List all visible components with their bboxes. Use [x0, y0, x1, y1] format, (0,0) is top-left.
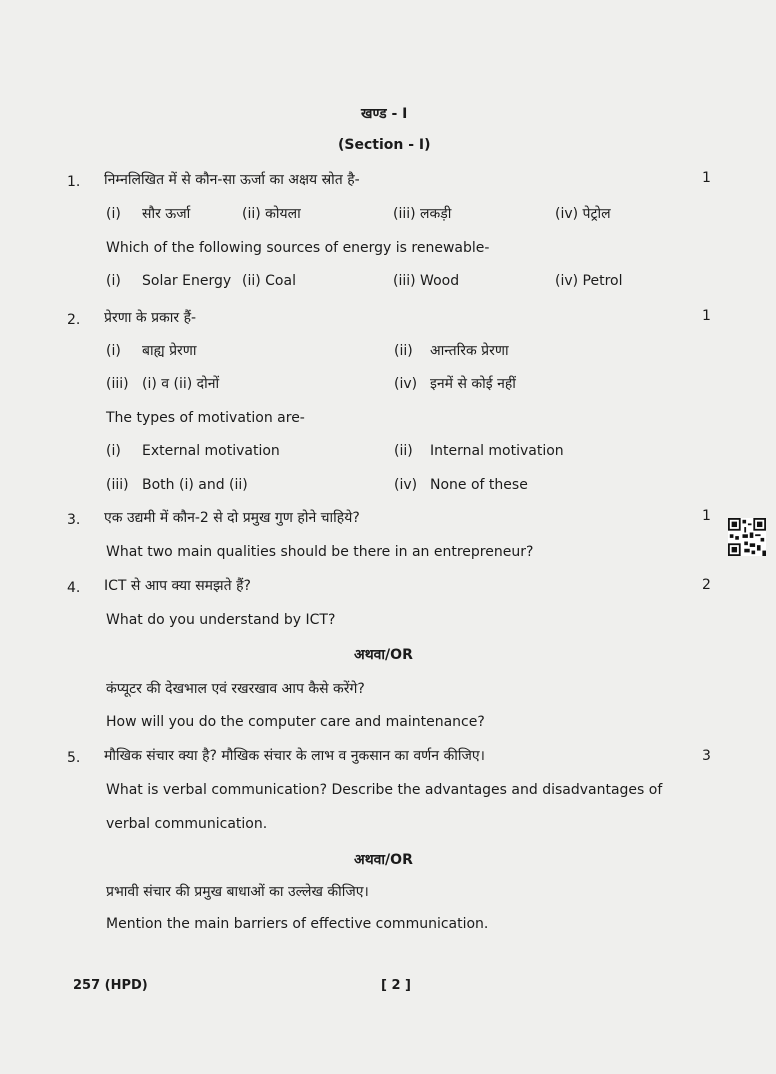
- q1-en-opt-4: (iv) Petrol: [555, 273, 623, 289]
- q2-hi-opt-ii: आन्तरिक प्रेरणा: [430, 343, 509, 359]
- q1-hi-opt-4: (iv) पेट्रोल: [555, 206, 611, 222]
- section-heading: (Section - I): [338, 137, 431, 153]
- q2-hi-opt-label-ii: (ii): [394, 343, 413, 359]
- q4-alt-hindi: कंप्यूटर की देखभाल एवं रखरखाव आप कैसे करेंगे?: [106, 681, 365, 697]
- q2-hi-opt-label-iv: (iv): [394, 376, 418, 392]
- q2-marks: 1: [702, 308, 711, 324]
- q5-hindi: मौखिक संचार क्या है? मौखिक संचार के लाभ व नुकसान का वर्णन कीजिए।: [104, 748, 485, 764]
- q4-alt-english: How will you do the computer care and maintenance?: [106, 714, 485, 730]
- q2-en-opt-i: External motivation: [142, 443, 280, 459]
- q3-number: 3.: [67, 512, 81, 528]
- q1-en-opt-2: (ii) Coal: [242, 273, 296, 289]
- q2-en-opt-ii: Internal motivation: [430, 443, 564, 459]
- q2-en-opt-iv: None of these: [430, 477, 528, 493]
- q2-number: 2.: [67, 312, 81, 328]
- q1-hindi: निम्नलिखित में से कौन-सा ऊर्जा का अक्षय स्रोत है-: [104, 172, 360, 188]
- q1-marks: 1: [702, 170, 711, 186]
- q2-hi-opt-label-i: (i): [106, 343, 121, 359]
- q2-hi-opt-iii: (i) व (ii) दोनों: [142, 376, 220, 392]
- q2-hindi: प्रेरणा के प्रकार हैं-: [104, 310, 197, 326]
- q2-en-opt-label-iv: (iv): [394, 477, 418, 493]
- q1-english: Which of the following sources of energy is renewable-: [106, 240, 490, 256]
- q3-english: What two main qualities should be there in an entrepreneur?: [106, 544, 534, 560]
- paper-code: 257 (HPD): [73, 978, 148, 993]
- q4-number: 4.: [67, 580, 81, 596]
- q1-en-opt-label: (i): [106, 273, 121, 289]
- q1-number: 1.: [67, 174, 81, 190]
- q1-hi-opt-label: (i): [106, 206, 121, 222]
- q2-english: The types of motivation are-: [106, 410, 305, 426]
- q4-or-divider: अथवा/OR: [354, 647, 413, 663]
- q5-alt-english: Mention the main barriers of effective communication.: [106, 916, 489, 932]
- q1-en-opt-1: Solar Energy: [142, 273, 232, 289]
- q5-english-line1: What is verbal communication? Describe the advantages and disadvantages of: [106, 782, 663, 798]
- q1-hi-opt-2: (ii) कोयला: [242, 206, 301, 222]
- q2-hi-opt-i: बाह्य प्रेरणा: [142, 343, 197, 359]
- q5-marks: 3: [702, 748, 711, 764]
- q5-number: 5.: [67, 750, 81, 766]
- q5-english-line2: verbal communication.: [106, 816, 268, 832]
- q5-or-divider: अथवा/OR: [354, 852, 413, 868]
- q5-alt-hindi: प्रभावी संचार की प्रमुख बाधाओं का उल्लेख कीजिए।: [106, 884, 369, 900]
- khand-heading: खण्ड - I: [361, 106, 408, 122]
- qr-code-icon: [728, 518, 766, 556]
- q4-marks: 2: [702, 577, 711, 593]
- q1-hi-opt-1: सौर ऊर्जा: [142, 206, 191, 222]
- q1-hi-opt-3: (iii) लकड़ी: [393, 206, 452, 222]
- q2-en-opt-label-i: (i): [106, 443, 121, 459]
- q3-marks: 1: [702, 508, 711, 524]
- q2-hi-opt-iv: इनमें से कोई नहीं: [430, 376, 516, 392]
- q4-hindi: ICT से आप क्या समझते हैं?: [104, 578, 251, 594]
- q2-en-opt-label-iii: (iii): [106, 477, 129, 493]
- q2-hi-opt-label-iii: (iii): [106, 376, 129, 392]
- q3-hindi: एक उद्यमी में कौन-2 से दो प्रमुख गुण होने चाहिये?: [104, 510, 360, 526]
- q2-en-opt-iii: Both (i) and (ii): [142, 477, 248, 493]
- q4-english: What do you understand by ICT?: [106, 612, 336, 628]
- q1-en-opt-3: (iii) Wood: [393, 273, 460, 289]
- q2-en-opt-label-ii: (ii): [394, 443, 413, 459]
- page-number: [ 2 ]: [381, 978, 411, 993]
